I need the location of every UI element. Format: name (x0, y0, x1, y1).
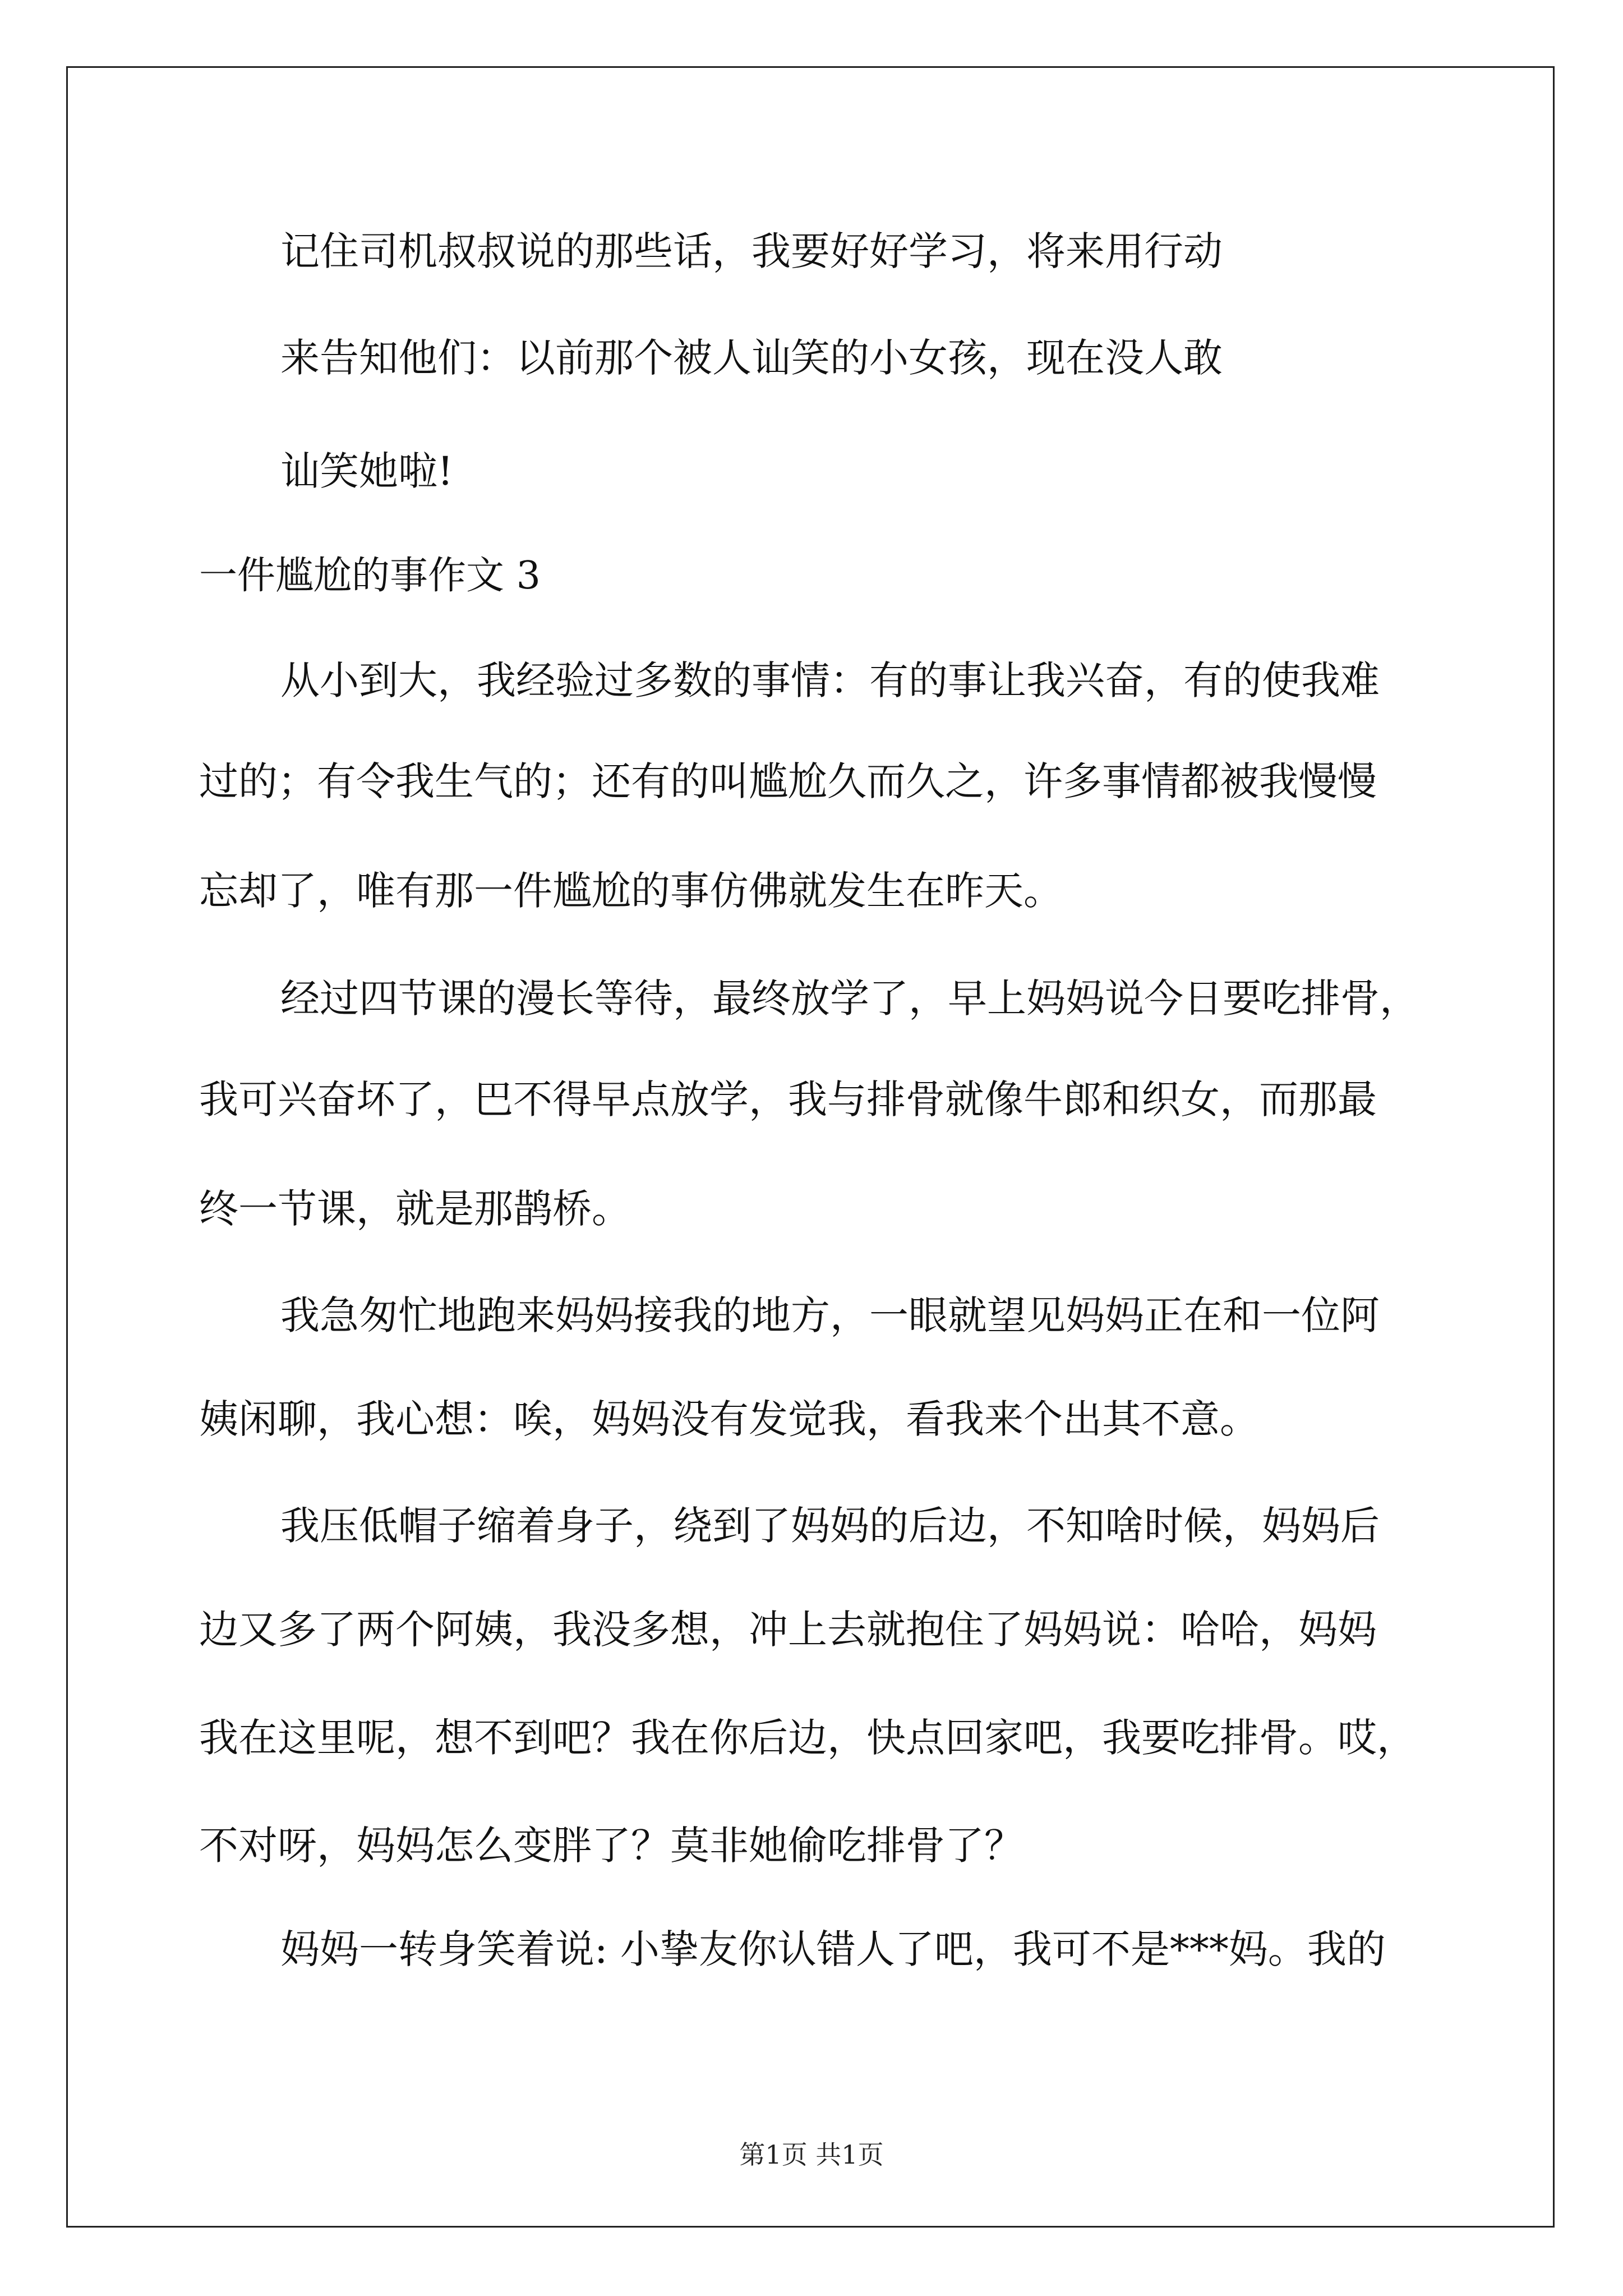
text-line-3: 讪笑她啦! (280, 448, 454, 494)
text-line-1: 记住司机叔叔说的那些话，我要好好学习，将来用行动 (280, 228, 1223, 274)
page-footer: 第1页 共1页 (739, 2139, 884, 2170)
text-line-8: 经过四节课的漫长等待，最终放学了，早上妈妈说今日要吃排骨， (280, 976, 1419, 1022)
text-line-10: 终一节课，就是那鹊桥。 (199, 1186, 631, 1232)
text-line-11: 我急匆忙地跑来妈妈接我的地方，一眼就望见妈妈正在和一位阿 (280, 1292, 1380, 1338)
text-line-5: 从小到大，我经验过多数的事情：有的事让我兴奋，有的使我难 (280, 657, 1380, 703)
text-line-6: 过的；有令我生气的；还有的叫尴尬久而久之，许多事情都被我慢慢 (199, 758, 1377, 804)
text-line-12: 姨闲聊，我心想：唉，妈妈没有发觉我，看我来个出其不意。 (199, 1396, 1259, 1442)
text-line-2: 来告知他们：以前那个被人讪笑的小女孩，现在没人敢 (280, 335, 1223, 381)
text-line-14: 边又多了两个阿姨，我没多想，冲上去就抱住了妈妈说：哈哈，妈妈 (199, 1607, 1377, 1653)
section-heading: 一件尴尬的事作文 3 (199, 554, 541, 598)
text-line-7: 忘却了，唯有那一件尴尬的事仿佛就发生在昨天。 (199, 868, 1063, 914)
text-line-13: 我压低帽子缩着身子，绕到了妈妈的后边，不知啥时候，妈妈后 (280, 1503, 1380, 1549)
text-line-9: 我可兴奋坏了，巴不得早点放学，我与排骨就像牛郎和织女，而那最 (199, 1076, 1377, 1122)
page-border (66, 66, 1555, 2228)
text-line-16: 不对呀，妈妈怎么变胖了？莫非她偷吃排骨了？ (199, 1823, 1023, 1869)
text-line-15: 我在这里呢，想不到吧？我在你后边，快点回家吧，我要吃排骨。哎， (199, 1715, 1416, 1761)
text-line-17: 妈妈一转身笑着说: 小挚友你认错人了吧，我可不是***妈。我的 (280, 1926, 1386, 1972)
